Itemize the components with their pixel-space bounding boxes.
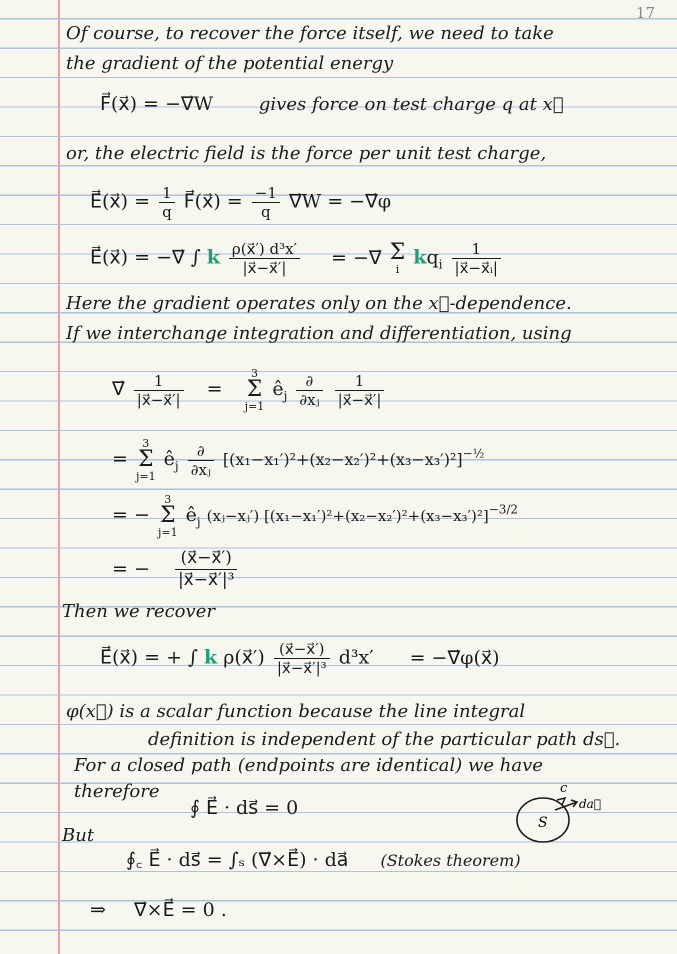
frac-num: (x⃗−x⃗′) bbox=[274, 640, 330, 659]
equation-gradient-1 bbox=[112, 368, 387, 412]
text-line-16: definition is independent of the particular path ds⃗. bbox=[148, 729, 621, 750]
text-line-13: Then we recover bbox=[62, 601, 215, 622]
stokes-note: (Stokes theorem) bbox=[380, 851, 521, 870]
equation-efield-1 bbox=[90, 184, 391, 221]
sum-upper: 3 bbox=[142, 437, 150, 450]
sum-upper: 3 bbox=[164, 493, 172, 506]
equals: = bbox=[112, 448, 128, 470]
text-line-1: Of course, to recover the force itself, we need to take bbox=[66, 23, 554, 44]
coulomb-constant-k: k bbox=[206, 246, 220, 269]
unit-vector: ê bbox=[163, 448, 175, 470]
sum-upper: 3 bbox=[250, 367, 258, 380]
sum-j bbox=[158, 494, 178, 538]
margin-line bbox=[58, 0, 60, 954]
diagram-label-s: S bbox=[538, 815, 548, 831]
frac-den: |x⃗−x⃗′| bbox=[136, 390, 181, 409]
eq5-mid: F⃗(x⃗) = bbox=[183, 190, 243, 213]
fraction-minus-1-over-q bbox=[252, 184, 280, 221]
frac-num: ∂ bbox=[296, 372, 322, 391]
sum-lower: j=1 bbox=[157, 526, 178, 539]
frac-num: 1 bbox=[159, 184, 175, 203]
sum-j bbox=[136, 438, 156, 482]
frac-den: |x⃗−x⃗ᵢ| bbox=[454, 259, 498, 277]
page-number: 17 bbox=[635, 4, 655, 22]
sum-index: i bbox=[395, 263, 400, 276]
eq6-rhs: = −∇⃗ bbox=[331, 246, 382, 269]
stokes-equation: ∮꜀ E⃗ · ds⃗ = ∫ₛ (∇⃗×E⃗) · da⃗ bbox=[126, 849, 349, 871]
surface-loop-diagram bbox=[505, 782, 605, 852]
text-line-17: For a closed path (endpoints are identical) we have bbox=[74, 755, 543, 776]
eq5-rhs: ∇⃗W = −∇⃗φ bbox=[288, 190, 392, 213]
bracket-expression: (xⱼ−xⱼ′) [(x₁−x₁′)²+(x₂−x₂′)²+(x₃−x₃′)²] bbox=[206, 507, 489, 525]
bracket-expression: [(x₁−x₁′)²+(x₂−x₂′)²+(x₃−x₃′)²] bbox=[222, 450, 463, 469]
charge-density: ρ(x⃗′) bbox=[223, 646, 265, 669]
frac-den: |x⃗−x⃗′| bbox=[337, 390, 382, 409]
frac-num: ρ(x⃗′) d³x′ bbox=[229, 240, 300, 259]
equation-force bbox=[100, 92, 564, 117]
coulomb-constant-k: k bbox=[203, 646, 218, 669]
frac-den: |x⃗−x⃗′| bbox=[242, 259, 287, 277]
unit-vector-index: j bbox=[283, 388, 288, 403]
coulomb-constant-k-2: k bbox=[413, 246, 427, 269]
sum-sign: Σ bbox=[159, 503, 176, 528]
partial-derivative bbox=[296, 372, 322, 409]
diagram-label-da: da⃗ bbox=[579, 797, 602, 811]
fraction-point-charges bbox=[452, 240, 501, 277]
frac-num: ∂ bbox=[188, 442, 214, 461]
frac-num: 1 bbox=[134, 372, 184, 391]
sum-sign: Σ bbox=[246, 377, 263, 402]
equation-gradient-4 bbox=[112, 548, 240, 591]
sum-sign: Σ bbox=[389, 240, 406, 265]
diagram-label-c: c bbox=[560, 782, 568, 796]
text-line-2: the gradient of the potential energy bbox=[66, 53, 394, 74]
equation-gradient-2 bbox=[112, 438, 484, 482]
equals-minus: = − bbox=[112, 557, 150, 580]
eq14-rhs: = −∇⃗φ(x⃗) bbox=[409, 646, 500, 669]
exponent: −½ bbox=[462, 446, 485, 461]
sum-over-i bbox=[390, 242, 406, 275]
partial-derivative bbox=[188, 442, 214, 479]
exponent: −3/2 bbox=[488, 502, 519, 517]
fraction-vector-over-cube bbox=[274, 640, 330, 677]
equals: = bbox=[206, 378, 223, 400]
frac-num: 1 bbox=[452, 240, 501, 259]
curl-equation: ∇⃗×E⃗ = 0 . bbox=[133, 899, 227, 921]
unit-vector-index: j bbox=[196, 514, 201, 529]
fraction-inverse-distance bbox=[134, 372, 184, 409]
eq14-lhs: E⃗(x⃗) = + ∫ bbox=[100, 646, 198, 669]
frac-den: |x⃗−x⃗′|³ bbox=[276, 659, 327, 677]
fraction-1-over-q bbox=[159, 184, 175, 221]
frac-num: (x⃗−x⃗′) bbox=[175, 548, 238, 570]
nabla: ∇⃗ bbox=[112, 378, 125, 400]
text-line-7: Here the gradient operates only on the x⃗-dependence. bbox=[66, 293, 572, 314]
equation-curl-zero bbox=[90, 898, 227, 922]
frac-num: 1 bbox=[335, 372, 385, 391]
equals-minus: = − bbox=[112, 504, 150, 526]
force-equation: F⃗(x⃗) = −∇⃗W bbox=[100, 93, 214, 115]
charge-q: q bbox=[426, 246, 439, 269]
frac-den: q bbox=[162, 203, 172, 221]
text-line-15: φ(x⃗) is a scalar function because the line integral bbox=[66, 701, 526, 722]
fraction-charge-density bbox=[229, 240, 300, 277]
equation-stokes bbox=[126, 848, 521, 873]
implies-arrow: ⇒ bbox=[90, 899, 106, 921]
text-line-18: therefore bbox=[74, 781, 160, 802]
equation-closed-loop: ∮ E⃗ · ds⃗ = 0 bbox=[190, 797, 299, 819]
unit-vector: ê bbox=[185, 504, 197, 526]
unit-vector: ê bbox=[272, 378, 284, 400]
sum-sign: Σ bbox=[138, 447, 154, 472]
fraction-vector-over-cube bbox=[175, 548, 238, 591]
eq6-lhs: E⃗(x⃗) = −∇⃗ ∫ bbox=[90, 246, 201, 269]
sum-lower: j=1 bbox=[135, 470, 156, 483]
equation-efield-result bbox=[100, 640, 500, 677]
equation-gradient-3 bbox=[112, 494, 518, 538]
unit-vector-index: j bbox=[174, 458, 179, 473]
frac-den: ∂xⱼ bbox=[299, 390, 320, 409]
frac-den: ∂xⱼ bbox=[190, 460, 211, 479]
text-line-4: or, the electric field is the force per unit test charge, bbox=[66, 143, 547, 164]
text-line-20: But bbox=[62, 825, 95, 846]
force-description: gives force on test charge q at x⃗ bbox=[258, 94, 564, 115]
sum-j bbox=[245, 368, 265, 412]
text-line-8: If we interchange integration and differentiation, using bbox=[66, 323, 572, 344]
volume-element: d³x′ bbox=[338, 646, 374, 669]
frac-num: −1 bbox=[252, 184, 280, 203]
fraction-inverse-distance-2 bbox=[335, 372, 385, 409]
frac-den: q bbox=[261, 203, 271, 221]
sum-lower: j=1 bbox=[244, 400, 265, 413]
frac-den: |x⃗−x⃗′|³ bbox=[177, 570, 235, 590]
equation-efield-2 bbox=[90, 240, 504, 277]
charge-index: i bbox=[438, 257, 443, 272]
eq5-lhs: E⃗(x⃗) = bbox=[90, 190, 151, 213]
